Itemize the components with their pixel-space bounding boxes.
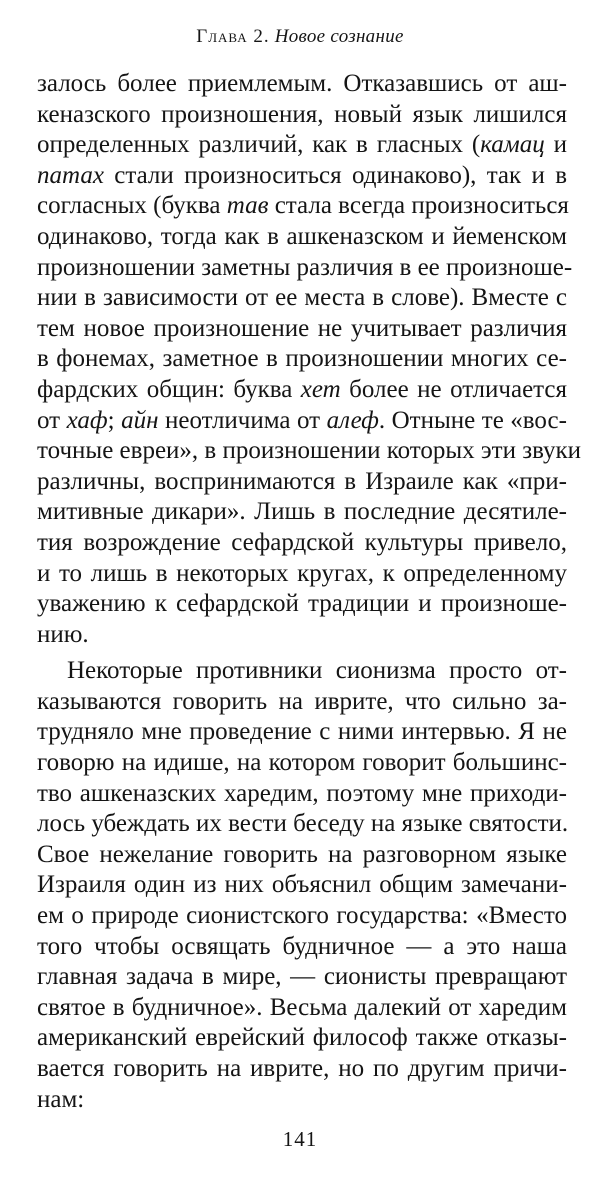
text-line: патах стали произноситься одинаково), так и в bbox=[37, 161, 567, 189]
text-line: фардских общин: буква хет более не отличается bbox=[37, 375, 567, 403]
text-line: Некоторые противники сионизма просто от- bbox=[67, 657, 567, 685]
italic-term: алеф bbox=[326, 406, 379, 434]
text-line: тия возрождение сефардской культуры привело, bbox=[37, 528, 567, 556]
text-line: различны, воспринимаются в Израиле как «при- bbox=[37, 467, 567, 495]
paragraph bbox=[37, 650, 567, 1115]
text-line: говорю на идише, на котором говорит большинс- bbox=[37, 749, 567, 777]
italic-term: камац bbox=[480, 131, 545, 159]
text-line: и то лишь в некоторых кругах, к определенному bbox=[37, 559, 567, 587]
text-line: митивные дикари». Лишь в последние десятиле- bbox=[37, 498, 567, 526]
text-line: нам: bbox=[37, 1085, 85, 1113]
text-line: Израиля один из них объяснил общим замечани- bbox=[37, 871, 567, 899]
text-line: уважению к сефардской традиции и произноше- bbox=[37, 590, 567, 618]
text-line: главная задача в мире, — сионисты превращают bbox=[37, 963, 567, 991]
text-line: в фонемах, заметное в произношении многих се- bbox=[37, 345, 567, 373]
running-head bbox=[0, 26, 600, 48]
chapter-label: Глава 2. bbox=[196, 26, 270, 47]
text-line: точные евреи», в произношении которых эти звуки bbox=[37, 437, 582, 465]
text-line: залось более приемлемым. Отказавшись от аш- bbox=[37, 70, 567, 97]
italic-term: хет bbox=[300, 375, 341, 403]
text-line: ем о природе сионистского государства: «Вместо bbox=[37, 902, 567, 930]
text-line: определенных различий, как в гласных (камац и bbox=[37, 131, 567, 159]
italic-term: хаф bbox=[66, 406, 108, 434]
text-line: одинаково, тогда как в ашкеназском и йеменском bbox=[37, 222, 567, 250]
text-line: святое в будничное». Весьма далекий от харедим bbox=[37, 993, 567, 1021]
text-line: американский еврейский философ также отказы- bbox=[37, 1024, 567, 1052]
text-line: Свое нежелание говорить на разговорном языке bbox=[37, 840, 567, 868]
page-number: 141 bbox=[282, 1127, 318, 1151]
text-line: нии в зависимости от ее места в слове). Вместе с bbox=[37, 284, 567, 312]
text-line: согласных (буква тав стала всегда произноситься bbox=[37, 192, 569, 220]
italic-term: патах bbox=[37, 161, 104, 189]
text-line: того чтобы освящать будничное — а это наша bbox=[37, 932, 567, 960]
paragraph bbox=[37, 69, 582, 650]
body-text bbox=[37, 69, 582, 1115]
text-line: лось убеждать их вести беседу на языке святости. bbox=[37, 810, 569, 838]
text-line: вается говорить на иврите, но по другим причи- bbox=[37, 1055, 567, 1082]
text-line: нию. bbox=[37, 620, 89, 648]
italic-term: тав bbox=[226, 192, 269, 220]
text-line: тво ашкеназских харедим, поэтому мне приходи- bbox=[37, 779, 567, 807]
italic-term: айн bbox=[121, 406, 159, 434]
text-line: кеназского произношения, новый язык лишился bbox=[37, 100, 567, 128]
chapter-title: Новое сознание bbox=[274, 26, 404, 47]
text-line: произношении заметны различия в ее произноше- bbox=[37, 253, 573, 281]
text-line: казываются говорить на иврите, что сильно за- bbox=[37, 687, 567, 715]
text-line: трудняло мне проведение с ними интервью. Я не bbox=[37, 718, 567, 746]
text-line: от хаф; айн неотличима от алеф. Отныне те «вос- bbox=[37, 406, 567, 434]
text-line: тем новое произношение не учитывает различия bbox=[37, 314, 567, 342]
